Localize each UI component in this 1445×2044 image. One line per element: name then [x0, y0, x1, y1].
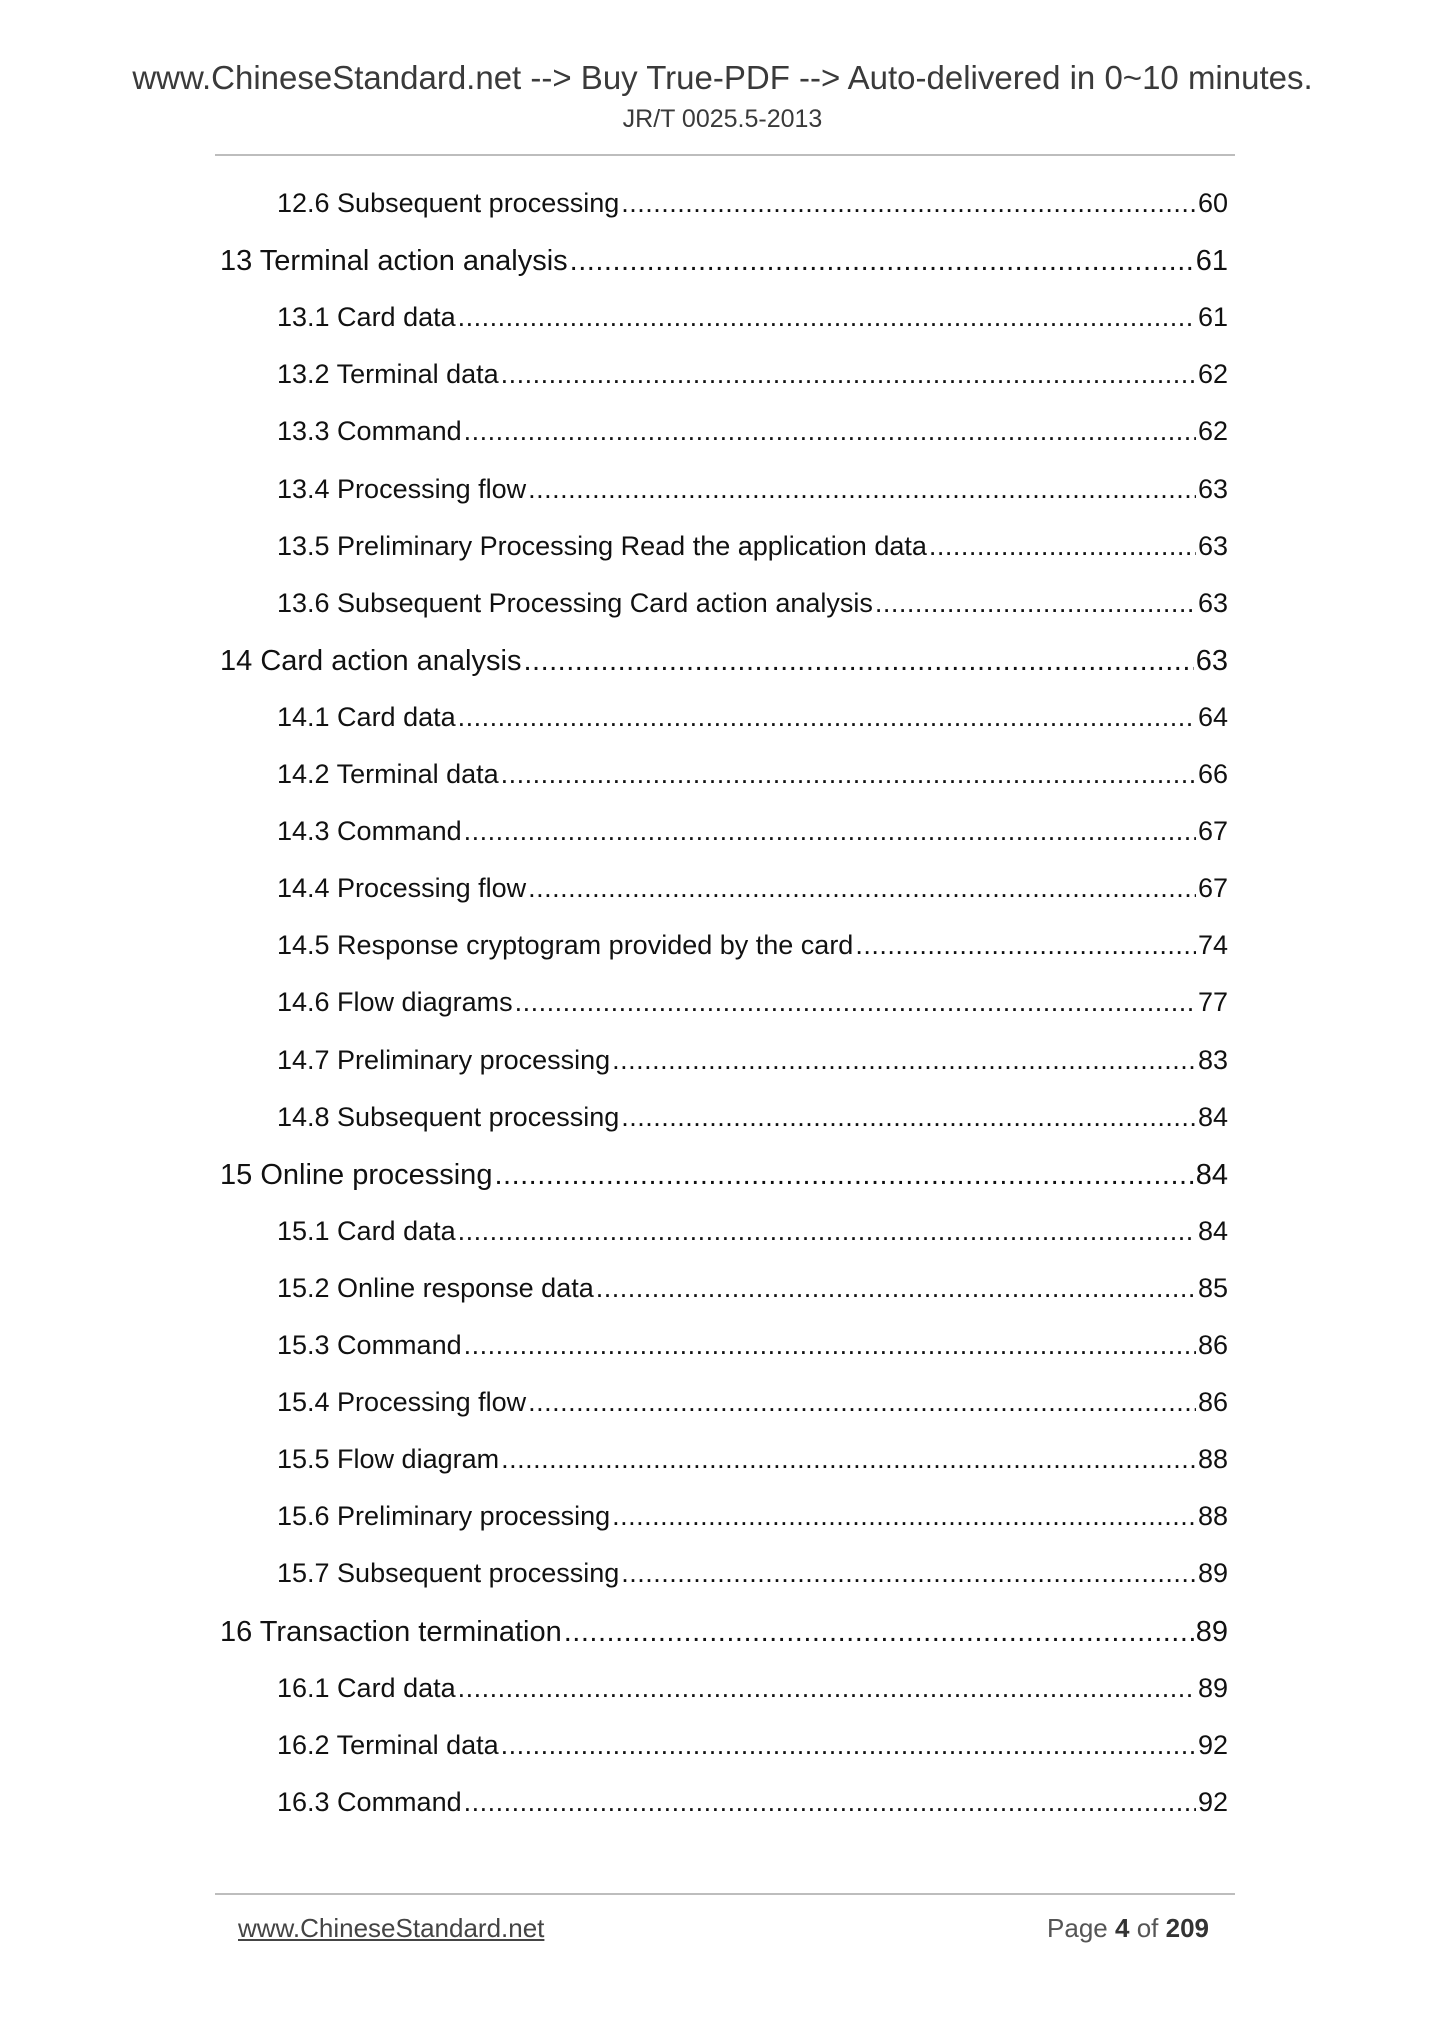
toc-section[interactable] [277, 588, 1228, 619]
toc-entry-page: 89 [1197, 1558, 1228, 1588]
toc-dot-leader [570, 245, 1194, 278]
toc-section[interactable] [277, 1558, 1228, 1589]
toc-section[interactable] [277, 1501, 1228, 1532]
site-banner: www.ChineseStandard.net --> Buy True-PDF --> Auto-delivered in 0~10 minutes. [132, 59, 1313, 96]
toc-entry-page: 86 [1197, 1330, 1228, 1360]
toc-entry-title: 14.4 Processing flow [277, 873, 527, 903]
toc-section[interactable] [277, 930, 1228, 961]
toc-section[interactable] [277, 416, 1228, 447]
toc-dot-leader [875, 588, 1196, 619]
toc-entry-page: 63 [1197, 531, 1228, 561]
toc-entry-page: 88 [1197, 1501, 1228, 1531]
page-number [1047, 1912, 1209, 1944]
toc-dot-leader [523, 645, 1193, 678]
toc-entry-title: 13 Terminal action analysis [220, 245, 568, 277]
toc-dot-leader [596, 1273, 1196, 1304]
toc-entry-title: 15.1 Card data [277, 1216, 456, 1246]
toc-entry-page: 63 [1197, 474, 1228, 504]
toc-entry-page: 83 [1197, 1045, 1228, 1075]
toc-dot-leader [612, 1501, 1196, 1532]
toc-entry-title: 16 Transaction termination [220, 1616, 562, 1648]
toc-dot-leader [528, 474, 1196, 505]
toc-entry-page: 88 [1197, 1444, 1228, 1474]
toc-entry-title: 15 Online processing [220, 1159, 493, 1191]
toc-dot-leader [458, 302, 1196, 333]
toc-entry-page: 86 [1197, 1387, 1228, 1417]
toc-entry-page: 61 [1195, 245, 1228, 277]
toc-entry-page: 92 [1197, 1730, 1228, 1760]
toc-entry-title: 12.6 Subsequent processing [277, 188, 620, 218]
toc-chapter[interactable] [220, 645, 1228, 678]
toc-section[interactable] [277, 531, 1228, 562]
toc-entry-page: 84 [1195, 1159, 1228, 1191]
toc-dot-leader [621, 188, 1196, 219]
toc-dot-leader [501, 759, 1196, 790]
toc-section[interactable] [277, 1673, 1228, 1704]
toc-dot-leader [528, 1387, 1196, 1418]
toc-entry-title: 16.2 Terminal data [277, 1730, 499, 1760]
toc-dot-leader [464, 1330, 1196, 1361]
toc-entry-page: 67 [1197, 816, 1228, 846]
toc-section[interactable] [277, 759, 1228, 790]
toc-entry-page: 66 [1197, 759, 1228, 789]
toc-dot-leader [612, 1045, 1196, 1076]
toc-entry-page: 67 [1197, 873, 1228, 903]
toc-entry-title: 15.4 Processing flow [277, 1387, 527, 1417]
toc-entry-title: 14.8 Subsequent processing [277, 1102, 620, 1132]
toc-dot-leader [464, 816, 1196, 847]
toc-entry-title: 14.3 Command [277, 816, 462, 846]
toc-dot-leader [501, 1730, 1196, 1761]
toc-entry-title: 14.7 Preliminary processing [277, 1045, 611, 1075]
toc-section[interactable] [277, 302, 1228, 333]
toc-entry-title: 15.5 Flow diagram [277, 1444, 500, 1474]
toc-entry-page: 85 [1197, 1273, 1228, 1303]
toc-entry-title: 15.6 Preliminary processing [277, 1501, 611, 1531]
toc-dot-leader [621, 1102, 1196, 1133]
toc-entry-page: 62 [1197, 416, 1228, 446]
toc-entry-title: 15.3 Command [277, 1330, 462, 1360]
toc-dot-leader [564, 1616, 1194, 1649]
toc-section[interactable] [277, 1045, 1228, 1076]
toc-entry-page: 92 [1197, 1787, 1228, 1817]
toc-entry-title: 13.4 Processing flow [277, 474, 527, 504]
toc-section[interactable] [277, 873, 1228, 904]
toc-dot-leader [464, 1787, 1196, 1818]
page-of: of [1136, 1913, 1159, 1943]
toc-section[interactable] [277, 1216, 1228, 1247]
toc-dot-leader [494, 1159, 1193, 1192]
toc-section[interactable] [277, 1102, 1228, 1133]
toc-entry-page: 89 [1197, 1673, 1228, 1703]
toc-entry-page: 84 [1197, 1102, 1228, 1132]
toc-entry-title: 16.1 Card data [277, 1673, 456, 1703]
toc-dot-leader [458, 702, 1196, 733]
toc-entry-title: 15.7 Subsequent processing [277, 1558, 620, 1588]
toc-section[interactable] [277, 188, 1228, 219]
toc-section[interactable] [277, 816, 1228, 847]
toc-dot-leader [621, 1558, 1196, 1589]
toc-entry-page: 74 [1197, 930, 1228, 960]
toc-section[interactable] [277, 1787, 1228, 1818]
page-label: Page [1047, 1913, 1108, 1943]
toc-chapter[interactable] [220, 245, 1228, 278]
toc-section[interactable] [277, 702, 1228, 733]
toc-entry-page: 77 [1197, 987, 1228, 1017]
toc-chapter[interactable] [220, 1616, 1228, 1649]
toc-entry-title: 14.1 Card data [277, 702, 456, 732]
toc-entry-page: 61 [1197, 302, 1228, 332]
toc-entry-page: 84 [1197, 1216, 1228, 1246]
toc-section[interactable] [277, 1444, 1228, 1475]
toc-entry-title: 13.6 Subsequent Processing Card action analysis [277, 588, 873, 618]
toc-dot-leader [458, 1216, 1196, 1247]
toc-entry-page: 62 [1197, 359, 1228, 389]
toc-entry-title: 14.2 Terminal data [277, 759, 499, 789]
toc-entry-title: 15.2 Online response data [277, 1273, 594, 1303]
toc-entry-title: 13.2 Terminal data [277, 359, 499, 389]
footer-divider [215, 1893, 1235, 1895]
toc-dot-leader [855, 930, 1196, 961]
toc-section[interactable] [277, 359, 1228, 390]
footer-site-link[interactable]: www.ChineseStandard.net [238, 1913, 545, 1943]
toc-entry-title: 13.3 Command [277, 416, 462, 446]
toc-entry-title: 14.5 Response cryptogram provided by the card [277, 930, 854, 960]
toc-section[interactable] [277, 1730, 1228, 1761]
toc-entry-title: 14 Card action analysis [220, 645, 522, 677]
page-total: 209 [1165, 1913, 1209, 1943]
toc-section[interactable] [277, 1273, 1228, 1304]
toc-dot-leader [464, 416, 1196, 447]
toc-chapter[interactable] [220, 1159, 1228, 1192]
toc-entry-page: 64 [1197, 702, 1228, 732]
toc-entry-title: 13.5 Preliminary Processing Read the application data [277, 531, 927, 561]
toc-dot-leader [458, 1673, 1196, 1704]
toc-entry-page: 89 [1195, 1616, 1228, 1648]
toc-section[interactable] [277, 987, 1228, 1018]
toc-section[interactable] [277, 1387, 1228, 1418]
standard-code: JR/T 0025.5-2013 [622, 105, 823, 133]
toc-section[interactable] [277, 474, 1228, 505]
toc-dot-leader [501, 359, 1196, 390]
toc-entry-page: 60 [1197, 188, 1228, 218]
toc-entry-page: 63 [1195, 645, 1228, 677]
toc-entry-title: 14.6 Flow diagrams [277, 987, 513, 1017]
toc-dot-leader [528, 873, 1196, 904]
toc-dot-leader [515, 987, 1196, 1018]
toc-dot-leader [929, 531, 1196, 562]
toc-entry-title: 13.1 Card data [277, 302, 456, 332]
page-current: 4 [1114, 1913, 1130, 1943]
toc-dot-leader [501, 1444, 1196, 1475]
toc-entry-page: 63 [1197, 588, 1228, 618]
toc-section[interactable] [277, 1330, 1228, 1361]
toc-entry-title: 16.3 Command [277, 1787, 462, 1817]
